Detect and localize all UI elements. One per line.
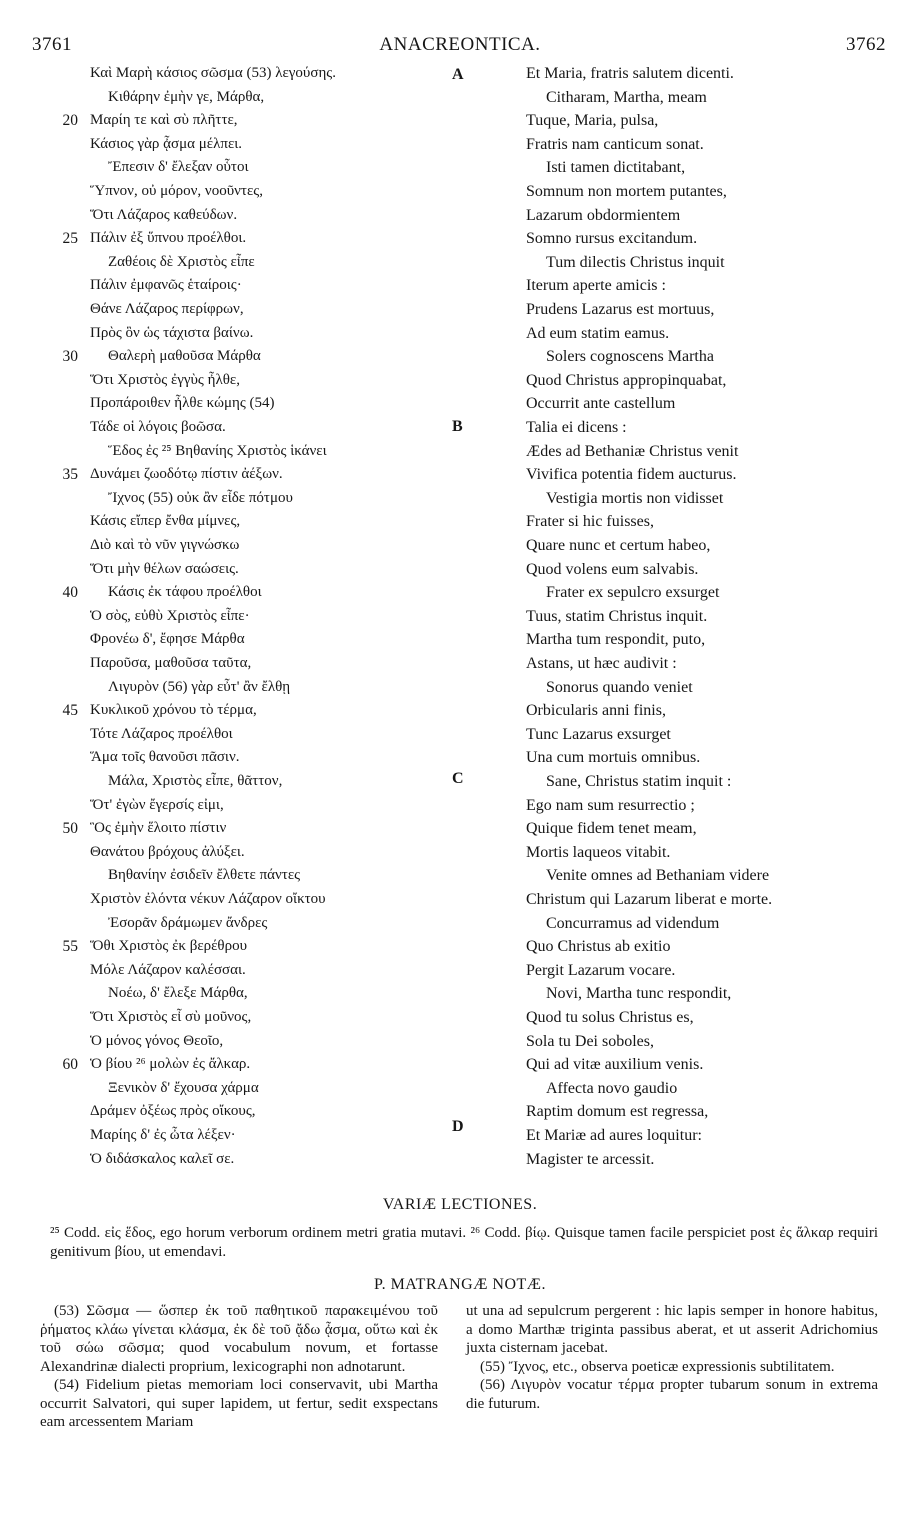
running-title: ANACREONTICA. — [379, 34, 541, 55]
latin-verse-line: Prudens Lazarus est mortuus, — [526, 301, 715, 318]
greek-verse-line: Ὁ μόνος γόνος Θεοῖο, — [90, 1032, 224, 1049]
greek-verse-line: Νοέω, δ' ἔλεξε Μάρθα, — [108, 985, 248, 1002]
latin-verse-line: Novi, Martha tunc respondit, — [546, 985, 732, 1003]
latin-verse-line: Frater ex sepulcro exsurget — [546, 584, 720, 602]
greek-verse-line: Ὅθι Χριστὸς ἐκ βερέθρου — [90, 938, 248, 955]
latin-verse-line: Quo Christus ab exitio — [526, 938, 671, 956]
verse-number: 30 — [62, 348, 78, 366]
greek-verse-line: Ἐσορᾶν δράμωμεν ἄνδρες — [108, 914, 268, 931]
note-paragraph: (54) Fidelium pietas memoriam loci conservavit, ubi Martha occurrit Salvatori, qui super lapidem, ut fertur, sedit exspectans eam arcessentem Mariam — [40, 1377, 438, 1430]
verse-number: 40 — [62, 584, 78, 602]
greek-verse-line: Προπάροιθεν ἦλθε κώμης (54) — [90, 395, 275, 412]
greek-verse-line: Ἔπεσιν δ' ἔλεξαν οὗτοι — [108, 159, 249, 176]
greek-verse-line: Ὅτ' ἐγὼν ἔγερσίς εἰμι, — [90, 796, 224, 813]
greek-verse-line: Λιγυρὸν (56) γὰρ εὖτ' ἂν ἔλθῃ — [108, 678, 291, 695]
latin-verse-line: Christum qui Lazarum liberat e morte. — [526, 891, 773, 908]
note-paragraph: (55) Ἴχνος, etc., observa poeticæ expressionis subtilitatem. — [480, 1358, 835, 1375]
latin-verse-line: Tunc Lazarus exsurget — [526, 725, 671, 743]
greek-verse-line: Κιθάρην ἐμὴν γε, Μάρθα, — [108, 88, 265, 105]
notes-right-column — [466, 1302, 878, 1413]
latin-verse-line: Venite omnes ad Bethaniam videre — [546, 867, 770, 885]
latin-verse-line: Ad eum statim eamus. — [526, 324, 670, 342]
greek-verse-line: Μαρίης δ' ἐς ὦτα λέξεν· — [90, 1127, 236, 1143]
greek-verse-line: Διὸ καὶ τὸ νῦν γιγνώσκω — [90, 537, 240, 553]
latin-verse-line: Concurramus ad videndum — [546, 914, 720, 932]
greek-verse-line: Ὁ βίου ²⁶ μολὼν ἐς ἄλκαρ. — [90, 1056, 251, 1073]
latin-verse-line: Et Mariæ ad aures loquitur: — [526, 1127, 702, 1144]
latin-verse-line: Ego nam sum resurrectio ; — [526, 796, 695, 814]
greek-verse-line: Δυνάμει ζωοδότῳ πίστιν ἀέξων. — [90, 466, 283, 483]
right-column-number: 3762 — [846, 34, 886, 55]
latin-verse-line: Isti tamen dictitabant, — [546, 159, 686, 177]
verse-number: 55 — [62, 938, 78, 956]
latin-verse-line: Somnum non mortem putantes, — [526, 183, 727, 200]
latin-verse-line: Tuque, Maria, pulsa, — [526, 112, 659, 130]
latin-verse-line: Somno rursus excitandum. — [526, 230, 698, 248]
latin-verse-line: Quare nunc et certum habeo, — [526, 537, 711, 554]
greek-verse-line: Ὁ διδάσκαλος καλεῖ σε. — [90, 1150, 235, 1167]
greek-verse-line: Τάδε οἱ λόγοις βοῶσα. — [90, 419, 226, 435]
note-paragraph: (56) Λιγυρὸν vocatur τέρμα propter tubarum sonum in extrema die futurum. — [466, 1377, 878, 1412]
latin-verse-line: Solers cognoscens Martha — [546, 348, 714, 366]
greek-verse-line: Θαλερὴ μαθοῦσα Μάρθα — [108, 348, 261, 365]
greek-verse-line: Ὕπνον, οὐ μόρον, νοοῦντες, — [90, 183, 263, 199]
variae-lectiones-title: VARIÆ LECTIONES. — [382, 1196, 538, 1213]
latin-verse-line: Orbicularis anni finis, — [526, 702, 666, 720]
verse-number: 60 — [62, 1056, 78, 1074]
greek-verse-line: Θάνε Λάζαρος περίφρων, — [90, 301, 244, 317]
greek-verse-line: Βηθανίην ἐσιδεῖν ἔλθετε πάντες — [108, 867, 301, 884]
greek-verse-line: Ὁ σὸς, εὐθὺ Χριστὸς εἶπε· — [90, 607, 250, 624]
greek-verse-line: Κυκλικοῦ χρόνου τὸ τέρμα, — [90, 702, 257, 719]
latin-verse-line: Ædes ad Bethaniæ Christus venit — [526, 442, 739, 460]
greek-verse-line: Πάλιν ἐμφανῶς ἑταίροις· — [90, 277, 242, 294]
greek-verse-line: Κάσιος γὰρ ᾆσμα μέλπει. — [90, 135, 243, 152]
greek-verse-line: Μόλε Λάζαρον καλέσσαι. — [90, 961, 246, 978]
latin-verse-line: Quod volens eum salvabis. — [526, 560, 699, 578]
greek-verse-line: Κάσις ἐκ τάφου προέλθοι — [108, 584, 262, 601]
verse-number: 45 — [62, 702, 78, 720]
latin-verse-line: Qui ad vitæ auxilium venis. — [526, 1056, 704, 1074]
greek-verse-line: Τότε Λάζαρος προέλθοι — [90, 725, 233, 742]
greek-verse-line: Ἕδος ἐς ²⁵ Βηθανίης Χριστὸς ἱκάνει — [108, 442, 327, 459]
greek-verse-line: Πρὸς ὃν ὡς τάχιστα βαίνω. — [90, 324, 254, 341]
section-marker: C — [452, 770, 464, 787]
greek-verse-line: Ὅτι Χριστὸς ἐγγὺς ἦλθε, — [90, 371, 240, 388]
variae-lectiones-text: ²⁵ Codd. εἰς ἕδος, ego horum verborum ordinem metri gratia mutavi. ²⁶ Codd. βίῳ. Quisque tamen facile perspiciet post ἐς ἄλκαρ requiri genitivum βίου, ut emendavi. — [50, 1225, 878, 1260]
latin-verse-line: Tuus, statim Christus inquit. — [526, 607, 708, 625]
latin-verse-line: Magister te arcessit. — [526, 1150, 655, 1168]
latin-verse-line: Iterum aperte amicis : — [526, 277, 666, 295]
latin-verse-line: Mortis laqueos vitabit. — [526, 843, 671, 861]
verse-number: 20 — [62, 112, 78, 130]
section-marker: D — [452, 1118, 464, 1135]
latin-verse-line: Tum dilectis Christus inquit — [546, 253, 725, 271]
greek-verse-line: Ζαθέοις δὲ Χριστὸς εἶπε — [108, 253, 255, 270]
latin-verse-line: Talia ei dicens : — [526, 419, 627, 436]
latin-verse-line: Citharam, Martha, meam — [546, 88, 707, 106]
section-marker: A — [452, 66, 464, 83]
greek-verse-line: Ὅτι Λάζαρος καθεύδων. — [90, 206, 238, 223]
latin-verse-line: Vestigia mortis non vidisset — [546, 489, 724, 507]
greek-verse-line: Φρονέω δ', ἔφησε Μάρθα — [90, 631, 245, 648]
latin-verse-line: Sonorus quando veniet — [546, 678, 693, 696]
latin-verse-line: Quod tu solus Christus es, — [526, 1009, 694, 1026]
greek-verse-line: Ξενικὸν δ' ἔχουσα χάρμα — [108, 1079, 259, 1096]
greek-verse-line: Παροῦσα, μαθοῦσα ταῦτα, — [90, 655, 252, 671]
latin-verse-line: Raptim domum est regressa, — [526, 1103, 709, 1121]
greek-verse-line: Ὅτι μὴν θέλων σαώσεις. — [90, 560, 239, 577]
latin-verse-line: Astans, ut hæc audivit : — [526, 655, 677, 672]
left-column-number: 3761 — [32, 34, 72, 55]
latin-verse-line: Una cum mortuis omnibus. — [526, 749, 701, 767]
note-paragraph: ut una ad sepulcrum pergerent : hic lapis semper in honore habitus, a domo Marthæ triginta passibus aberat, et ut asserit Adrichomius juxta cisternam jacebat. — [466, 1303, 878, 1356]
latin-verse-line: Occurrit ante castellum — [526, 395, 676, 413]
notes-left-column — [40, 1302, 438, 1432]
greek-verse-line: Πάλιν ἐξ ὕπνου προέλθοι. — [90, 230, 247, 247]
greek-verse-line: Ὅτι Χριστὸς εἶ σὺ μοῦνος, — [90, 1009, 252, 1025]
greek-verse-line: Μάλα, Χριστὸς εἶπε, θᾶττον, — [108, 773, 283, 789]
latin-verse-line: Lazarum obdormientem — [526, 206, 681, 224]
latin-verse-line: Vivifica potentia fidem aucturus. — [526, 466, 737, 484]
greek-verse-line: Μαρίη τε καὶ σὺ πλῆττε, — [90, 112, 238, 129]
greek-verse-line: Καὶ Μαρὴ κάσιος σῶσμα (53) λεγούσης. — [90, 65, 336, 81]
greek-verse-line: Δράμεν ὀξέως πρὸς οἴκους, — [90, 1103, 256, 1120]
latin-verse-line: Quod Christus appropinquabat, — [526, 371, 727, 389]
latin-verse-line: Quique fidem tenet meam, — [526, 820, 697, 838]
latin-verse-line: Pergit Lazarum vocare. — [526, 961, 676, 979]
latin-verse-line: Sola tu Dei soboles, — [526, 1032, 654, 1050]
greek-verse-line: Χριστὸν ἐλόντα νέκυν Λάζαρον οἴκτου — [90, 891, 326, 907]
notes-title: P. MATRANGÆ NOTÆ. — [373, 1276, 547, 1293]
greek-verse-line: Ἅμα τοῖς θανοῦσι πᾶσιν. — [90, 749, 240, 766]
latin-verse-line: Et Maria, fratris salutem dicenti. — [526, 65, 734, 82]
greek-verse-line: Κάσις εἴπερ ἔνθα μίμνες, — [90, 513, 241, 530]
greek-verse-line: Θανάτου βρόχους ἀλύξει. — [90, 843, 245, 860]
latin-verse-line: Martha tum respondit, puto, — [526, 631, 706, 649]
verse-number: 25 — [62, 230, 78, 248]
latin-verse-line: Sane, Christus statim inquit : — [546, 773, 732, 790]
verse-number: 35 — [62, 466, 78, 484]
note-paragraph: (53) Σῶσμα — ὥσπερ ἐκ τοῦ παθητικοῦ παρακειμένου τοῦ ῥήματος κλάω γίνεται κλάσμα, ἐκ δὲ τοῦ ᾄδω ᾆσμα, οὕτω καὶ ἐκ τοῦ σώω σῶσμα; quod vocabulum novum, et fortasse Alexandrinæ dialecti proprium, lexicographi non adnotarunt. — [40, 1303, 438, 1375]
greek-verse-line: Ἴχνος (55) οὐκ ἂν εἶδε πότμου — [108, 489, 293, 506]
verse-number: 50 — [62, 820, 78, 838]
latin-verse-line: Affecta novo gaudio — [546, 1079, 678, 1097]
latin-verse-line: Fratris nam canticum sonat. — [526, 135, 704, 153]
latin-verse-line: Frater si hic fuisses, — [526, 513, 654, 531]
greek-verse-line: Ὃς ἐμὴν ἕλοιτο πίστιν — [90, 820, 227, 837]
section-marker: B — [452, 418, 463, 435]
